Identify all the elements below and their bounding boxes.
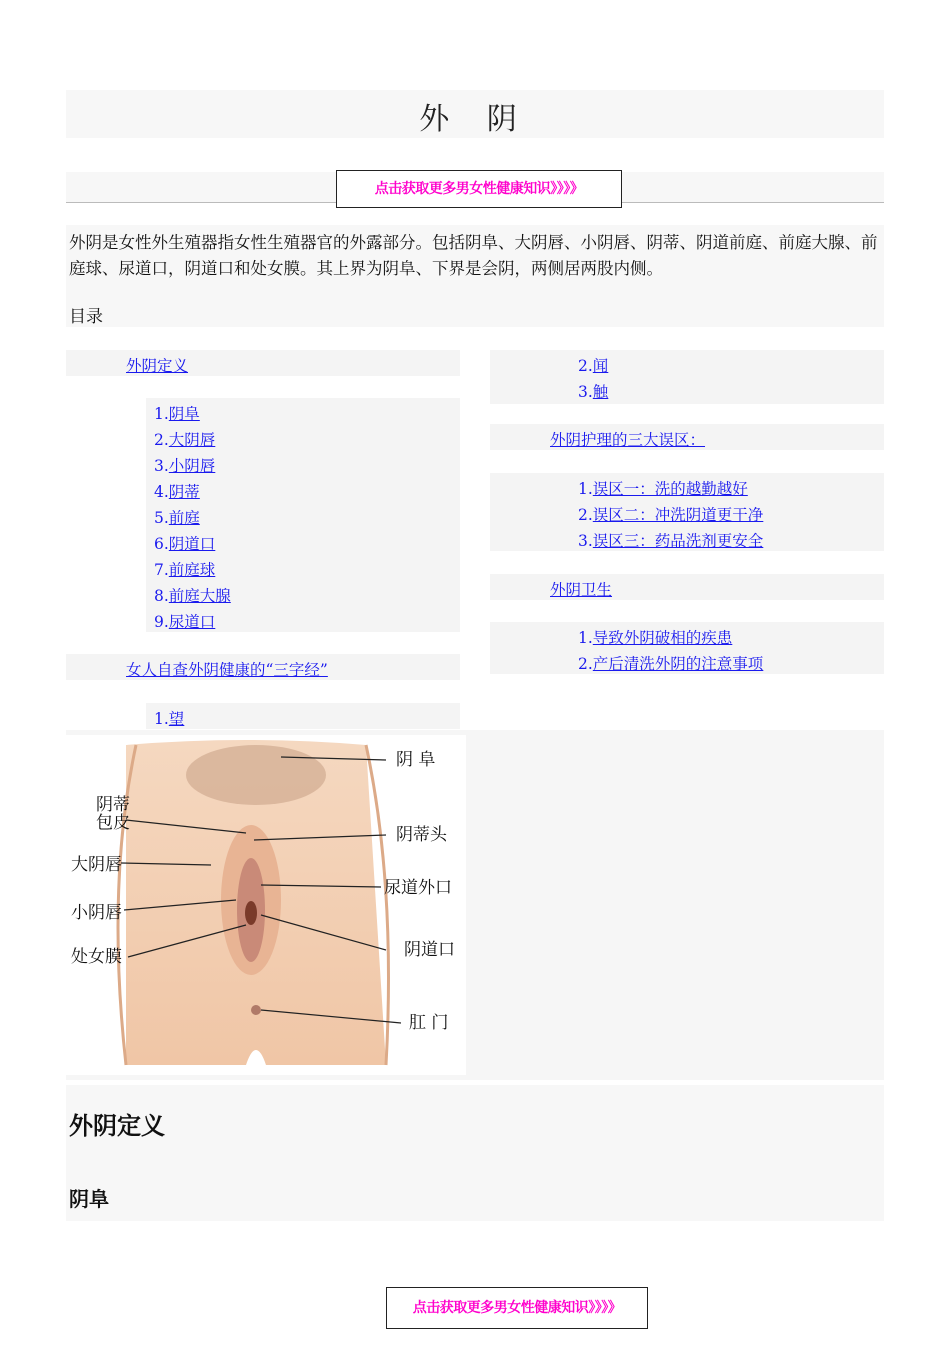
toc-item-number: 7.: [154, 561, 169, 579]
toc-link-mons[interactable]: 阴阜: [168, 405, 200, 423]
toc-item: [578, 354, 608, 376]
toc-item: [578, 626, 732, 648]
toc-section-self-check[interactable]: 女人自查外阴健康的“三字经”: [126, 661, 328, 679]
toc-link-vestibule[interactable]: 前庭: [168, 509, 200, 527]
toc-link-vestibular-bulb[interactable]: 前庭球: [168, 561, 216, 579]
toc-item: [154, 584, 231, 606]
toc-link-vaginal-opening[interactable]: 阴道口: [168, 535, 216, 553]
toc-item: [578, 380, 608, 402]
toc-link-bartholin-gland[interactable]: 前庭大腺: [168, 587, 231, 605]
toc-item-number: 9.: [154, 613, 169, 631]
section-title: 外阴定义: [69, 1112, 165, 1140]
label-urethral-opening: 尿道外口: [384, 878, 452, 898]
toc-item-number: 4.: [154, 483, 169, 501]
toc-item-number: 8.: [154, 587, 169, 605]
title-band: [66, 90, 884, 138]
subsection-title: 阴阜: [69, 1187, 109, 1211]
toc-link-labia-minora[interactable]: 小阴唇: [168, 457, 216, 475]
toc-item: [154, 506, 200, 528]
label-vaginal-opening: 阴道口: [404, 940, 455, 960]
toc-item: [154, 532, 215, 554]
intro-paragraph: 外阴是女性外生殖器指女性生殖器官的外露部分。包括阴阜、大阴唇、小阴唇、阴蒂、阴道前庭、前庭大腺、前庭球、尿道口，阴道口和处女膜。其上界为阴阜、下界是会阴，两侧居两股内侧。: [69, 233, 878, 278]
toc-bg: [146, 703, 460, 729]
toc-link-myth-1[interactable]: 误区一：洗的越勤越好: [592, 480, 748, 498]
toc-item-number: 2.: [154, 431, 169, 449]
toc-link-look[interactable]: 望: [168, 710, 185, 728]
toc-link-urethral-opening[interactable]: 尿道口: [168, 613, 216, 631]
toc-item-number: 3.: [578, 532, 593, 550]
toc-link-touch[interactable]: 触: [592, 383, 609, 401]
promo-link-bottom[interactable]: 点击获取更多男女性健康知识》》》》: [386, 1287, 648, 1329]
toc-item: [578, 529, 763, 551]
label-hymen: 处女膜: [71, 947, 122, 967]
figure-hair: [186, 745, 326, 805]
toc-item-number: 1.: [154, 405, 169, 423]
toc-link-labia-majora[interactable]: 大阴唇: [168, 431, 216, 449]
toc-item: [154, 454, 215, 476]
anatomy-diagram: [66, 735, 466, 1075]
toc-item-number: 1.: [578, 480, 593, 498]
toc-section-misconceptions[interactable]: 外阴护理的三大误区：: [550, 431, 706, 449]
section-band: [66, 1085, 884, 1221]
toc-item-number: 3.: [154, 457, 169, 475]
toc-item-number: 2.: [578, 655, 593, 673]
toc-item-number: 3.: [578, 383, 593, 401]
toc-item: [154, 428, 215, 450]
label-glans: 阴蒂头: [396, 825, 447, 845]
toc-item-number: 2.: [578, 506, 593, 524]
promo-link-top[interactable]: 点击获取更多男女性健康知识》》》》: [336, 170, 622, 208]
toc-link-smell[interactable]: 闻: [592, 357, 609, 375]
page-title: 外 阴: [419, 102, 531, 137]
toc-label: 目录: [69, 307, 103, 327]
label-anus: 肛 门: [409, 1013, 449, 1033]
toc-link-myth-3[interactable]: 误区三：药品洗剂更安全: [592, 532, 764, 550]
label-labia-majora: 大阴唇: [71, 855, 122, 875]
toc-item: [578, 477, 748, 499]
toc-item-number: 5.: [154, 509, 169, 527]
toc-link-clitoris[interactable]: 阴蒂: [168, 483, 200, 501]
toc-item-number: 6.: [154, 535, 169, 553]
label-mons: 阴 阜: [396, 750, 436, 770]
toc-item: [154, 558, 215, 580]
toc-section-hygiene[interactable]: 外阴卫生: [550, 581, 613, 599]
toc-item: [154, 707, 184, 729]
toc-item-number: 2.: [578, 357, 593, 375]
toc-item: [154, 610, 215, 632]
toc-item-number: 1.: [578, 629, 593, 647]
toc-item: [154, 480, 200, 502]
toc-link-myth-2[interactable]: 误区二：冲洗阴道更干净: [592, 506, 764, 524]
toc-bg: [490, 350, 884, 404]
label-labia-minora: 小阴唇: [71, 903, 122, 923]
toc-item: [578, 503, 763, 525]
toc-item: [578, 652, 763, 674]
toc-item: [154, 402, 200, 424]
toc-section-definition[interactable]: 外阴定义: [126, 357, 189, 375]
label-prepuce: 阴蒂包皮: [96, 795, 130, 833]
toc-item-number: 1.: [154, 710, 169, 728]
toc-link-diseases[interactable]: 导致外阴破相的疾患: [592, 629, 733, 647]
toc-link-postpartum[interactable]: 产后清洗外阴的注意事项: [592, 655, 764, 673]
